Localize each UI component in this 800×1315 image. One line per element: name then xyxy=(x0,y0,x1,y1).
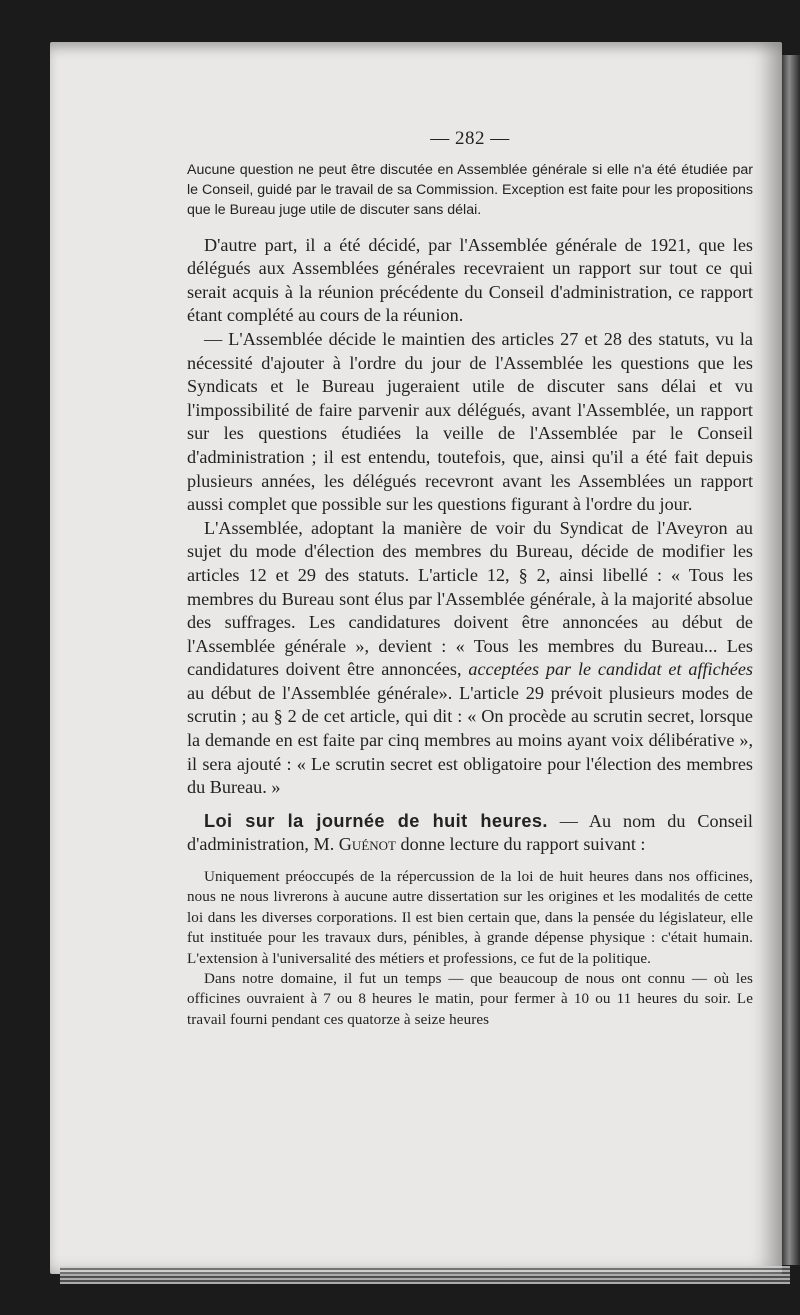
paragraph-articles-27-28: — L'Assemblée décide le maintien des articles 27 et 28 des statuts, vu la nécessité d'ajouter à l'ordre du jour de l'Assemblée les questions que les Syndicats et le Bureau jugeraient utile de discuter sans délai et vu l'impossibilité de faire parvenir aux délégués, avant l'Assemblée, un rapport sur les questions étudiées la veille de l'Assemblée par le Conseil d'administration ; il est entendu, toutefois, que, ainsi qu'il a été fait depuis plusieurs années, les délégués recevront avant les Assemblées un rapport aussi complet que possible sur les questions figurant à l'ordre du jour. xyxy=(187,328,753,515)
section-heading: Loi sur la journée de huit heures. xyxy=(204,810,548,831)
report-paragraph: Dans notre domaine, il fut un temps — que beaucoup de nous ont connu — où les officines ouvraient à 7 ou 8 heures le matin, pour fermer à 10 ou 11 heures du soir. Le travail fourni pendant ces quatorze à seize heures xyxy=(187,971,753,1028)
paragraph-assembly-1921: D'autre part, il a été décidé, par l'Assemblée générale de 1921, que les délégués aux Assemblées générales recevraient un rapport sur tout ce qui serait acquis à la réunion précédente du Conseil d'administration, ce rapport étant complété au cours de la réunion. xyxy=(187,234,753,326)
page-number: — 282 — xyxy=(430,128,510,149)
intro-paragraph: Aucune question ne peut être discutée en Assemblée générale si elle n'a été étudiée par le Conseil, guidé par le travail de sa Commission. Exception est faite pour les propositions que le Bureau juge utile de discuter sans délai. xyxy=(187,162,753,219)
report-paragraph: Uniquement préoccupés de la répercussion de la loi de huit heures dans nos officines, nous ne nous livrerons à aucune autre dissertation sur les origines et les modalités de cette loi dans les diverses corporations. Il est bien certain que, dans la pensée du législateur, elle fut instituée pour les travaux durs, pénibles, à grande dépense physique : c'était humain. L'extension à l'universalité des métiers et professions, ce fut de la politique. xyxy=(187,869,753,967)
aveyron-text-start: L'Assemblée, adoptant la manière de voir du Syndicat de l'Aveyron au sujet du mode d'élection des membres du Bureau, décide de modifier les articles 12 et 29 des statuts. L'article 12, § 2, ainsi libellé : « Tous les membres du Bureau sont élus par l'Assemblée générale, à la majorité absolue des suffrages. Les candidatures doivent être annoncées au début de l'Assemblée générale », devient : « Tous les membres du Bureau... Les candidatures doivent être annoncées, xyxy=(187,517,753,680)
page-edge-shadow xyxy=(782,55,800,1265)
speaker-name: Guénot xyxy=(338,834,396,855)
aveyron-text-end: au début de l'Assemblée générale». L'article 29 prévoit plusieurs modes de scrutin ; au § 2 de cet article, qui dit : « On procède au scrutin secret, lorsque la demande en est faite par cinq membres au moins ayant voix délibérative », il sera ajouté : « Le scrutin secret est obligatoire pour l'élection des membres du Bureau. » xyxy=(187,682,753,798)
page-stack-edge xyxy=(60,1266,790,1284)
section-loi-huit-heures xyxy=(187,810,753,857)
page-content xyxy=(187,128,753,1030)
aveyron-text-italic: acceptées par le candidat et affichées xyxy=(468,659,753,680)
section-text-end: donne lecture du rapport suivant : xyxy=(395,834,646,855)
section-text-start: — Au nom du Conseil d'administration, M. xyxy=(187,810,753,855)
paragraph-aveyron xyxy=(187,517,753,800)
